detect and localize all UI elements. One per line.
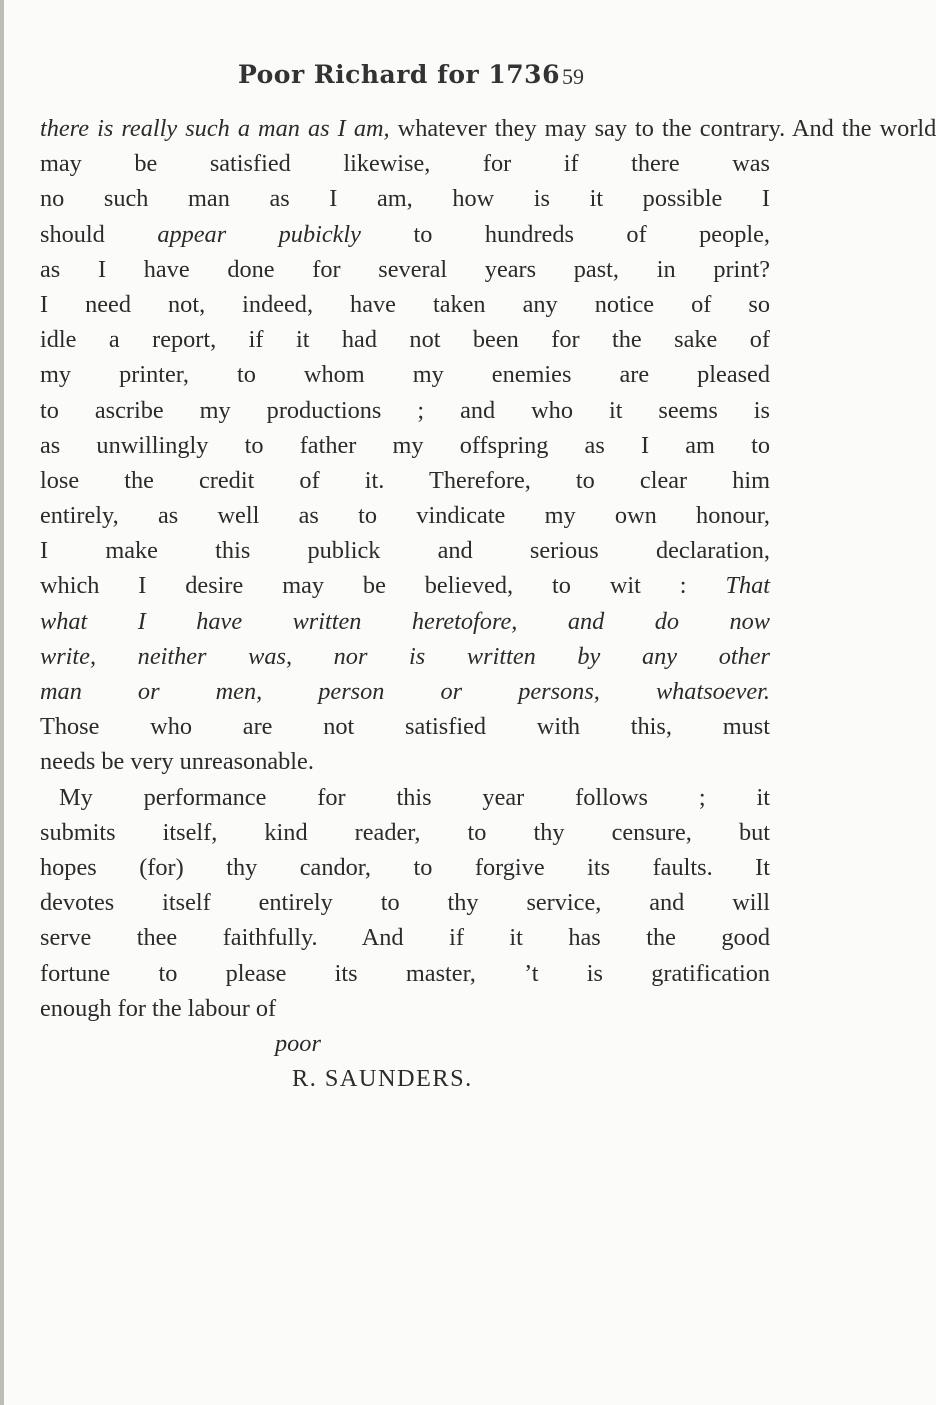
text-line — [40, 252, 770, 287]
text-line — [40, 604, 770, 639]
roman-text: fortune to please its master, ’t is gratification — [40, 959, 770, 987]
body-text — [40, 111, 936, 1096]
text-line — [40, 780, 770, 815]
text-line — [40, 322, 770, 357]
italic-text: there is really such a man as I am, — [40, 115, 390, 142]
text-line — [40, 111, 936, 146]
text-line — [40, 956, 770, 991]
italic-text: write, neither was, nor is written by any other — [40, 642, 770, 670]
text-line — [40, 463, 770, 498]
page-number: 59 — [562, 64, 584, 89]
roman-text: lose the credit of it. Therefore, to clear him — [40, 466, 770, 494]
text-line — [40, 428, 770, 463]
italic-text: what I have written heretofore, and do now — [40, 607, 770, 635]
roman-text: enough for the labour of — [40, 994, 277, 1022]
roman-text: needs be very unreasonable. — [40, 748, 314, 776]
text-line — [40, 568, 770, 603]
text-line — [40, 287, 770, 322]
italic-text: That — [725, 572, 770, 600]
text-line — [40, 357, 770, 392]
running-head: Poor Richard for 1736 — [238, 60, 560, 89]
text-line — [40, 674, 770, 709]
roman-text: may be satisfied likewise, for if there was — [40, 150, 770, 178]
text-line — [40, 393, 770, 428]
roman-text: submits itself, kind reader, to thy censure, but — [40, 818, 770, 846]
closing-poor: poor — [275, 1029, 321, 1057]
roman-text: idle a report, if it had not been for the sake of — [40, 326, 770, 354]
roman-text: I make this publick and serious declaration, — [40, 537, 770, 565]
roman-text: my printer, to whom my enemies are pleased — [40, 361, 770, 389]
text-line — [40, 920, 770, 955]
text-line — [40, 639, 770, 674]
roman-text: entirely, as well as to vindicate my own honour, — [40, 502, 770, 530]
page-binding-edge — [0, 0, 4, 1405]
text-line — [40, 181, 770, 216]
italic-text: man or men, person or persons, whatsoever. — [40, 678, 770, 705]
text-line — [40, 217, 770, 252]
text-line — [40, 146, 770, 181]
roman-text: to hundreds of people, — [360, 220, 770, 248]
text-line — [40, 533, 770, 568]
roman-text: My performance for this year follows ; it — [59, 783, 770, 811]
page-header — [238, 60, 584, 98]
roman-text: should — [40, 220, 158, 248]
roman-text: I need not, indeed, have taken any notice of so — [40, 290, 770, 318]
roman-text: to ascribe my productions ; and who it seems is — [40, 396, 770, 424]
text-line — [40, 885, 770, 920]
roman-text: serve thee faithfully. And if it has the good — [40, 924, 770, 952]
roman-text: hopes (for) thy candor, to forgive its faults. It — [40, 853, 770, 881]
text-line — [40, 815, 770, 850]
roman-text: as I have done for several years past, in print? — [40, 255, 770, 283]
signature: R. SAUNDERS. — [292, 1065, 473, 1093]
roman-text: which I desire may be believed, to wit : — [40, 572, 726, 600]
roman-text: Those who are not satisfied with this, must — [40, 713, 770, 741]
text-line — [40, 850, 770, 885]
italic-text: appear pubickly — [157, 220, 361, 248]
text-line — [40, 498, 770, 533]
text-line — [40, 744, 770, 779]
roman-text: devotes itself entirely to thy service, and will — [40, 889, 770, 917]
roman-text: as unwillingly to father my offspring as I am to — [40, 431, 770, 459]
text-line — [40, 709, 770, 744]
roman-text: whatever they may say to the contrary. And the world — [389, 115, 936, 142]
text-lines — [40, 111, 936, 1026]
text-line — [40, 991, 770, 1026]
roman-text: no such man as I am, how is it possible I — [40, 185, 770, 213]
